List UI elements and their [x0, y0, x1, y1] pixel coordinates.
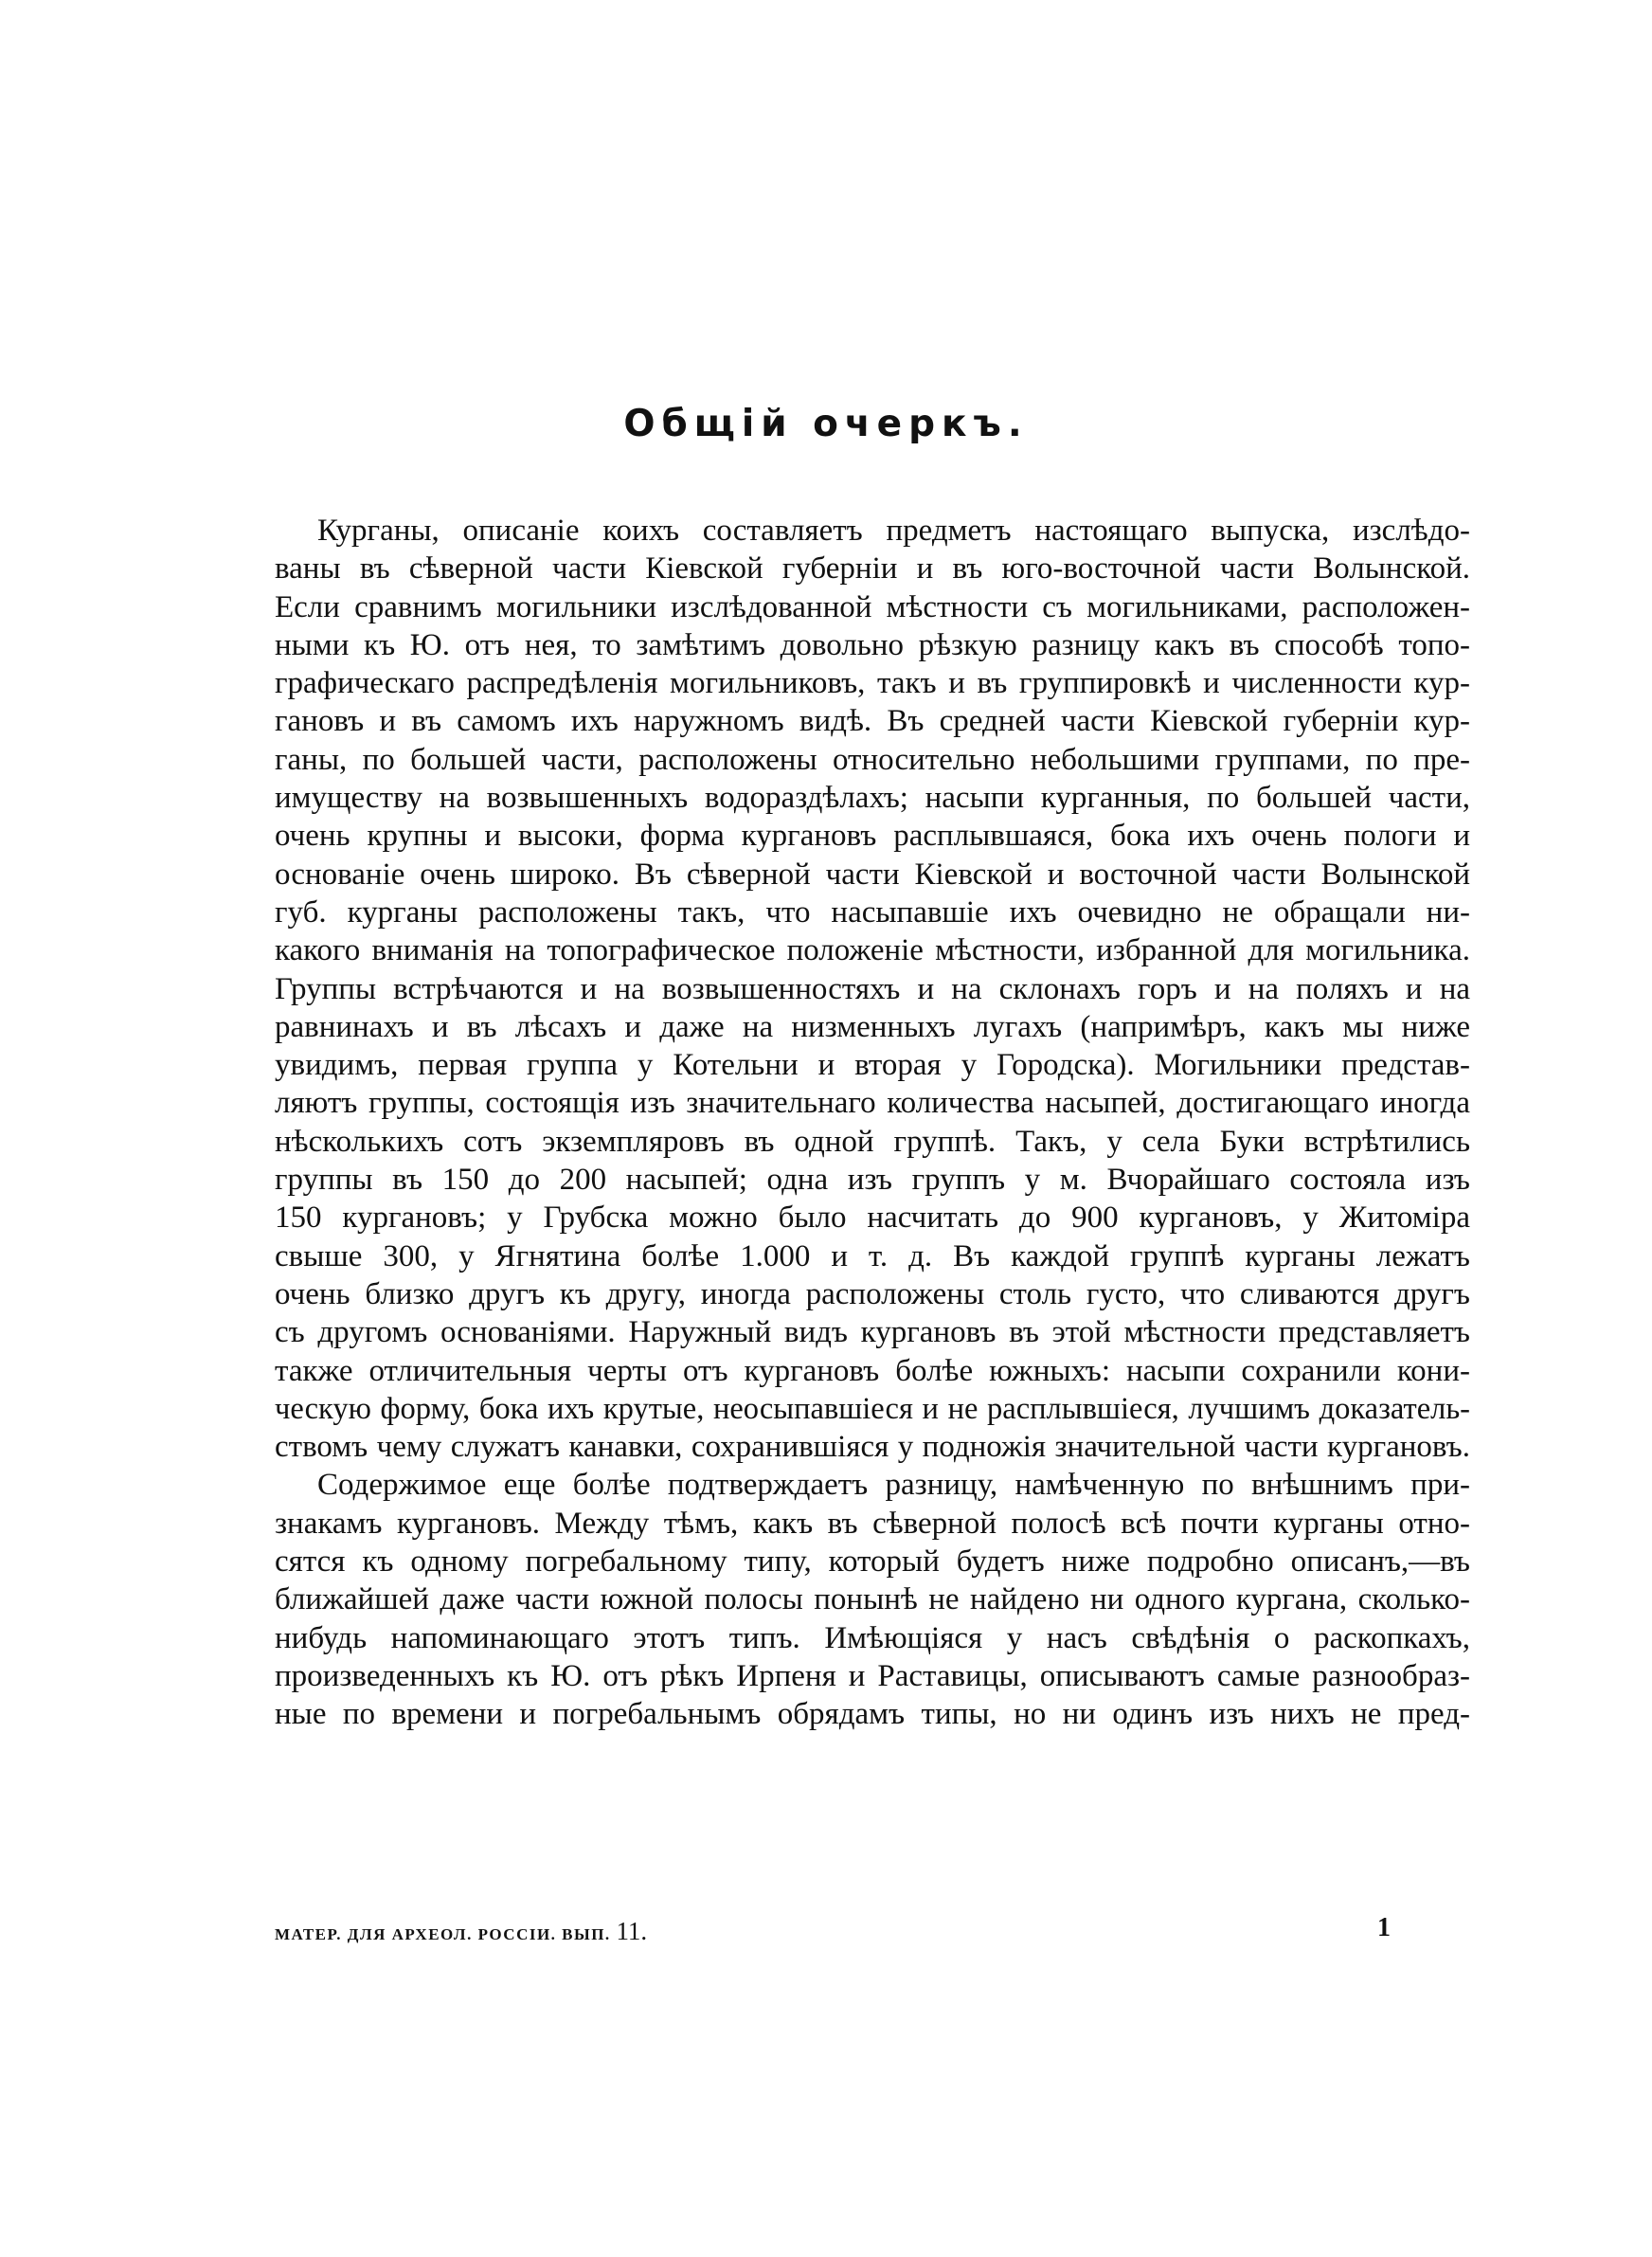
text-line: ваны въ сѣверной части Кіевской губерніи и въ юго-восточной части Волынской. [275, 551, 1470, 587]
text-line: также отличительныя черты отъ кургановъ болѣе южныхъ: насыпи сохранили кони- [275, 1353, 1470, 1388]
text-line: Курганы, описаніе коихъ составляетъ предметъ настоящаго выпуска, изслѣдо- [317, 514, 1470, 548]
text-line: ными къ Ю. отъ нея, то замѣтимъ довольно рѣзкую разницу какъ въ способѣ топо- [275, 627, 1470, 662]
text-line: основаніе очень широко. Въ сѣверной части Кіевской и восточной части Волынской [275, 857, 1470, 892]
text-line: графическаго распредѣленія могильниковъ, такъ и въ группировкѣ и численности кур- [275, 666, 1470, 701]
page-footer [275, 1913, 1391, 1945]
text-line: съ другомъ основаніями. Наружный видъ кургановъ въ этой мѣстности представляетъ [275, 1315, 1470, 1350]
body-text [275, 512, 1470, 1734]
text-line: группы въ 150 до 200 насыпей; одна изъ группъ у м. Вчорайшаго состояла изъ [275, 1163, 1470, 1198]
text-line: гановъ и въ самомъ ихъ наружномъ видѣ. Въ средней части Кіевской губерніи кур- [275, 704, 1470, 739]
text-line: какого вниманія на топографическое положеніе мѣстности, избранной для могильника. [275, 933, 1470, 968]
text-line: знакамъ кургановъ. Между тѣмъ, какъ въ сѣверной полосѣ всѣ почти курганы отно- [275, 1506, 1470, 1541]
footer-source-text: МАТЕР. ДЛЯ АРХЕОЛ. РОССІИ. ВЫП. [275, 1925, 611, 1943]
text-line: нѣсколькихъ сотъ экземпляровъ въ одной группѣ. Такъ, у села Буки встрѣтились [275, 1124, 1470, 1159]
text-line: очень крупны и высоки, форма кургановъ расплывшаяся, бока ихъ очень пологи и [275, 819, 1470, 854]
text-line: Если сравнимъ могильники изслѣдованной мѣстности съ могильниками, расположен- [275, 589, 1470, 624]
text-line: ные по времени и погребальнымъ обрядамъ типы, но ни одинъ изъ нихъ не пред- [275, 1697, 1470, 1732]
footer-volume: 11. [616, 1917, 648, 1945]
text-line: имуществу на возвышенныхъ водораздѣлахъ; насыпи курганныя, по большей части, [275, 781, 1470, 816]
text-line: губ. курганы расположены такъ, что насыпавшіе ихъ очевидно не обращали ни- [275, 894, 1470, 930]
text-line: ствомъ чему служатъ канавки, сохранившіяся у подножія значительной части кургановъ. [275, 1430, 1470, 1465]
text-line: свыше 300, у Ягнятина болѣе 1.000 и т. д. Въ каждой группѣ курганы лежатъ [275, 1238, 1470, 1273]
section-title: Общій очеркъ. [623, 403, 1029, 445]
text-line: произведенныхъ къ Ю. отъ рѣкъ Ирпеня и Раставицы, описываютъ самые разнообраз- [275, 1658, 1470, 1693]
text-line: сятся къ одному погребальному типу, который будетъ ниже подробно описанъ,—въ [275, 1544, 1470, 1580]
text-line: увидимъ, первая группа у Котельни и вторая у Городска). Могильники представ- [275, 1048, 1470, 1083]
text-line: равнинахъ и въ лѣсахъ и даже на низменныхъ лугахъ (напримѣръ, какъ мы ниже [275, 1009, 1470, 1044]
page-number: 1 [1377, 1913, 1391, 1942]
text-line: ляютъ группы, состоящія изъ значительнаго количества насыпей, достигающаго иногда [275, 1086, 1470, 1121]
footer-source [275, 1917, 647, 1946]
text-line: Содержимое еще болѣе подтверждаетъ разницу, намѣченную по внѣшнимъ при- [317, 1468, 1470, 1503]
text-line: нибудь напоминающаго этотъ типъ. Имѣющіяся у насъ свѣдѣнія о раскопкахъ, [275, 1620, 1470, 1655]
text-line: ганы, по большей части, расположены относительно небольшими группами, по пре- [275, 742, 1470, 777]
text-line: ческую форму, бока ихъ крутые, неосыпавшіеся и не расплывшіеся, лучшимъ доказатель- [275, 1391, 1470, 1426]
text-line: 150 кургановъ; у Грубска можно было насчитать до 900 кургановъ, у Житоміра [275, 1201, 1470, 1236]
text-line: очень близко другъ къ другу, иногда расположены столь густо, что сливаются другъ [275, 1276, 1470, 1311]
text-line: Группы встрѣчаются и на возвышенностяхъ и на склонахъ горъ и на поляхъ и на [275, 971, 1470, 1006]
text-line: ближайшей даже части южной полосы понынѣ не найдено ни одного кургана, сколько- [275, 1582, 1470, 1617]
